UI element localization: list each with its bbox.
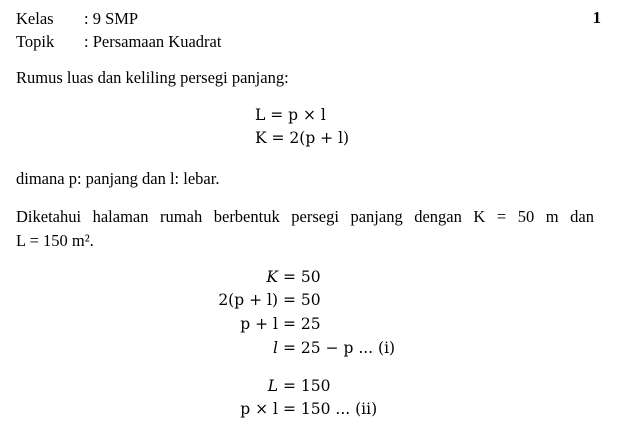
- formula-area: [255, 106, 326, 124]
- kelas-value: : 9 SMP: [84, 9, 139, 28]
- step-l2-lhs: p × l: [240, 400, 278, 418]
- formula-perimeter-text: K = 2(p + l): [255, 129, 350, 147]
- step-k2-rhs: = 50: [283, 291, 321, 309]
- formula-area-text: L = p × l: [255, 106, 326, 124]
- step-k3-rhs: = 25: [283, 315, 321, 333]
- page-number: 1: [592, 8, 601, 27]
- definition-text: dimana p: panjang dan l: lebar.: [16, 169, 220, 188]
- problem-line-2: L = 150 m².: [16, 231, 94, 250]
- step-l1-lhs: L: [267, 377, 278, 395]
- step-k2-lhs: 2(p + l): [218, 291, 278, 309]
- kelas-label: Kelas: [16, 9, 54, 28]
- step-l1-rhs: = 150: [283, 377, 331, 395]
- intro-heading: Rumus luas dan keliling persegi panjang:: [16, 68, 289, 87]
- step-l2-rhs: = 150 ... (ii): [283, 400, 378, 418]
- step-k3-lhs: p + l: [240, 315, 278, 333]
- step-k4-rhs: = 25 − p ... (i): [283, 339, 396, 357]
- problem-line-1: Diketahui halaman rumah berbentuk persegi panjang dengan K = 50 m dan: [16, 207, 594, 226]
- topik-label: Topik: [16, 32, 55, 51]
- step-k4-lhs: l: [273, 339, 278, 357]
- step-k1-lhs: K: [266, 268, 278, 286]
- step-k1-rhs: = 50: [283, 268, 321, 286]
- topik-value: : Persamaan Kuadrat: [84, 32, 222, 51]
- formula-perimeter: [255, 129, 349, 147]
